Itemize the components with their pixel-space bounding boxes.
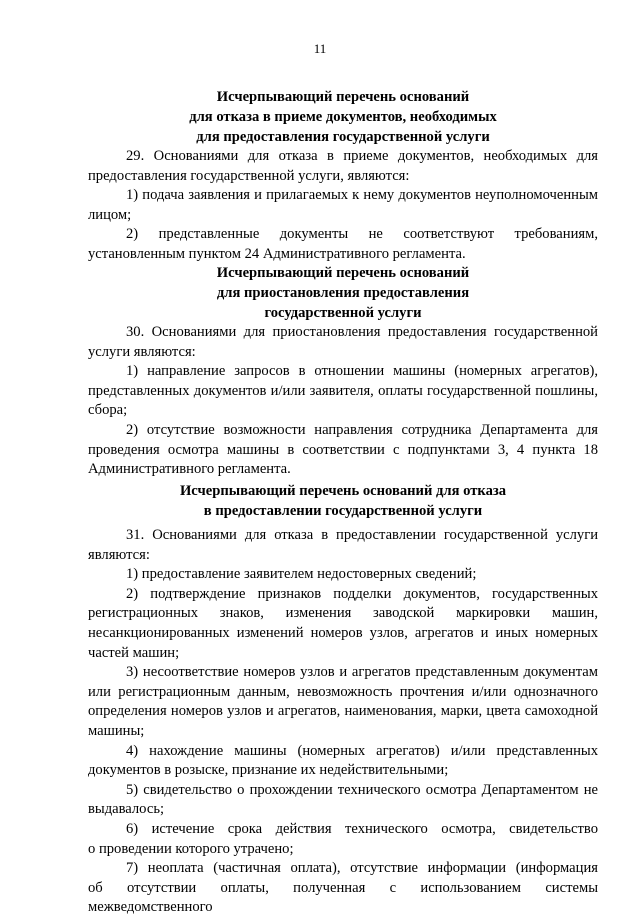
paragraph-line: несанкционированных изменений номеров узлов, агрегатов и иных номерных <box>88 624 598 641</box>
section-heading-2 <box>88 263 598 323</box>
paragraph-line: установленным пунктом 24 Административного регламента. <box>88 245 466 262</box>
paragraph-line: 5) свидетельство о прохождении технического осмотра Департаментом не <box>126 781 598 798</box>
heading-line: государственной услуги <box>264 305 422 321</box>
paragraph-line: документов в розыске, признание их недействительными; <box>88 762 449 779</box>
paragraph-line: об отсутствии оплаты, полученная с использованием системы межведомственного <box>88 879 598 916</box>
paragraph-line: 29. Основаниями для отказа в приеме документов, необходимых для <box>126 148 598 164</box>
paragraph-line: Административного регламента. <box>88 461 291 478</box>
heading-line: Исчерпывающий перечень оснований <box>216 265 470 281</box>
paragraph-line: частей машин; <box>88 644 180 661</box>
section-heading-3 <box>88 481 598 521</box>
section-body-2 <box>88 323 598 480</box>
paragraph-line: или регистрационным данным, невозможность прочтения и/или однозначного <box>88 683 598 700</box>
paragraph-line: 2) подтверждение признаков подделки документов, государственных <box>126 585 598 602</box>
paragraph-line: 7) неоплата (частичная оплата), отсутствие информации (информация <box>126 860 598 877</box>
paragraph-line: 3) несоответствие номеров узлов и агрегатов представленным документам <box>126 664 598 681</box>
paragraph-line: определения номеров узлов и агрегатов, наименования, марки, цвета самоходной <box>88 703 598 720</box>
paragraph-line: 1) направление запросов в отношении машины (номерных агрегатов), <box>126 363 598 380</box>
heading-line: для приостановления предоставления <box>216 285 470 301</box>
paragraph-line: 31. Основаниями для отказа в предоставлении государственной услуги <box>126 527 598 543</box>
paragraph-line: предоставления государственной услуги, являются: <box>88 167 410 184</box>
heading-line: Исчерпывающий перечень оснований <box>216 89 470 105</box>
paragraph-line: выдавалось; <box>88 801 165 818</box>
paragraph-line: 1) подача заявления и прилагаемых к нему документов неуполномоченным <box>126 187 598 204</box>
paragraph-line: о проведении которого утрачено; <box>88 840 294 857</box>
paragraph-line: 2) отсутствие возможности направления сотрудника Департамента для <box>126 421 598 438</box>
paragraph-line: лицом; <box>88 206 132 223</box>
heading-line: Исчерпывающий перечень оснований для отказа <box>179 483 507 499</box>
paragraph-line: представленных документов и/или заявителя, оплаты государственной пошлины, <box>88 382 598 399</box>
section-heading-1 <box>88 87 598 147</box>
paragraph-line: 30. Основаниями для приостановления предоставления государственной <box>126 324 598 340</box>
paragraph-line: 2) представленные документы не соответствуют требованиям, <box>126 226 598 243</box>
paragraph-line: 6) истечение срока действия технического осмотра, свидетельство <box>126 820 598 837</box>
paragraph-line: машины; <box>88 722 145 739</box>
paragraph-line: являются: <box>88 546 150 563</box>
paragraph-line: услуги являются: <box>88 343 196 360</box>
heading-line: для предоставления государственной услуги <box>196 129 490 145</box>
paragraph-line: проведения осмотра машины в соответствии с подпунктами 3, 4 пункта 18 <box>88 441 598 458</box>
section-body-3 <box>88 526 598 916</box>
paragraph-line: 4) нахождение машины (номерных агрегатов) и/или представленных <box>126 742 598 759</box>
page-number: 11 <box>313 41 327 56</box>
paragraph-line: 1) предоставление заявителем недостоверных сведений; <box>126 566 477 583</box>
heading-line: в предоставлении государственной услуги <box>203 503 483 519</box>
section-body-1 <box>88 147 598 265</box>
heading-line: для отказа в приеме документов, необходимых <box>189 109 497 125</box>
paragraph-line: сбора; <box>88 402 128 419</box>
paragraph-line: регистрационных знаков, изменения заводской маркировки машин, <box>88 605 598 622</box>
